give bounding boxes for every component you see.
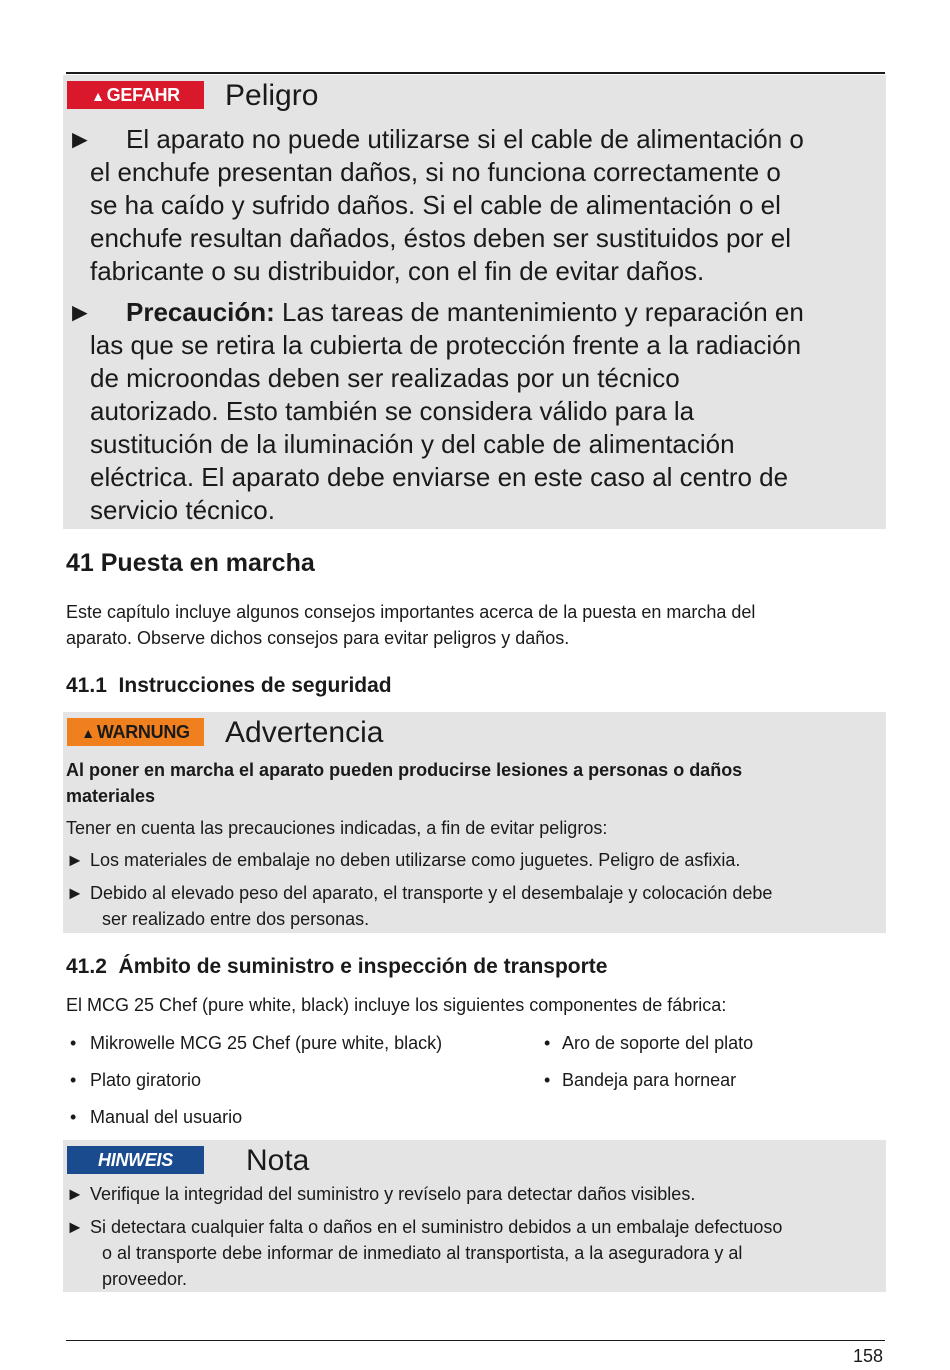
- warning-item-1: ► Los materiales de embalaje no deben utilizarse como juguetes. Peligro de asfixia.: [66, 847, 876, 873]
- arrow-icon: ►: [67, 124, 93, 154]
- warning-headline: Al poner en marcha el aparato pueden producirse lesiones a personas o daños materiales: [66, 760, 743, 806]
- danger-item-2: ► Precaución: Las tareas de mantenimiento y reparación en las que se retira la cubierta de protección frente a la radiación de microondas deben ser realizadas por un técnico autorizado. Esto también se considera válido para la sustitución de la iluminación y del cable de alimentación eléctrica. El aparato debe enviarse en este caso al centro de servicio técnico.: [67, 297, 804, 525]
- bullet-icon: •: [70, 1070, 77, 1090]
- warning-triangle-icon: ▲: [81, 725, 95, 741]
- arrow-icon: ►: [66, 850, 84, 870]
- section-41-1-heading: 41.1 Instrucciones de seguridad: [66, 674, 392, 697]
- warning-title: Advertencia: [225, 716, 384, 749]
- section-41-2-intro: El MCG 25 Chef (pure white, black) incluye los siguientes componentes de fábrica:: [66, 995, 727, 1015]
- component-item: • Mikrowelle MCG 25 Chef (pure white, black): [70, 1030, 442, 1056]
- warning-badge: ▲ WARNUNG: [67, 718, 204, 746]
- section-41-intro: Este capítulo incluye algunos consejos importantes acerca de la puesta en marcha del aparato. Observe dichos consejos para evitar peligros y daños.: [66, 602, 756, 648]
- component-item: • Bandeja para hornear: [544, 1067, 736, 1093]
- notice-badge: HINWEIS: [67, 1146, 204, 1174]
- bullet-icon: •: [70, 1107, 77, 1127]
- component-item: • Aro de soporte del plato: [544, 1030, 753, 1056]
- component-item: • Plato giratorio: [70, 1067, 201, 1093]
- warning-box: [63, 712, 886, 933]
- notice-item-2: ► Si detectara cualquier falta o daños en el suministro debidos a un embalaje defectuoso o al transporte debe informar de inmediato al transportista, a la aseguradora y al proveedor.: [66, 1214, 876, 1292]
- bottom-rule: [66, 1340, 885, 1341]
- notice-box: [63, 1140, 886, 1292]
- section-41-heading: 41 Puesta en marcha: [66, 549, 315, 577]
- notice-title: Nota: [246, 1144, 310, 1177]
- danger-item-1: ► El aparato no puede utilizarse si el cable de alimentación o el enchufe presentan daños, si no funciona correctamente o se ha caído y sufrido daños. Si el cable de alimentación o el enchufe resultan dañados, éstos deben ser sustituidos por el fabricante o su distribuidor, con el fin de evitar daños.: [67, 124, 804, 286]
- warning-triangle-icon: ▲: [91, 88, 105, 104]
- bullet-icon: •: [544, 1070, 551, 1090]
- warning-item-2: ► Debido al elevado peso del aparato, el transporte y el desembalaje y colocación debe ser realizado entre dos personas.: [66, 880, 876, 932]
- arrow-icon: ►: [66, 1217, 84, 1237]
- top-rule: [66, 72, 885, 74]
- warning-text: Tener en cuenta las precauciones indicadas, a fin de evitar peligros:: [66, 818, 608, 838]
- danger-box: [63, 75, 886, 529]
- arrow-icon: ►: [66, 883, 84, 903]
- bullet-icon: •: [544, 1033, 551, 1053]
- notice-item-1: ► Verifique la integridad del suministro y revíselo para detectar daños visibles.: [66, 1181, 876, 1207]
- bullet-icon: •: [70, 1033, 77, 1053]
- arrow-icon: ►: [67, 297, 93, 327]
- section-41-2-heading: 41.2 Ámbito de suministro e inspección de transporte: [66, 955, 608, 978]
- danger-badge: ▲ GEFAHR: [67, 81, 204, 109]
- danger-title: Peligro: [225, 79, 319, 112]
- component-item: • Manual del usuario: [70, 1104, 242, 1130]
- arrow-icon: ►: [66, 1184, 84, 1204]
- page-number: 158: [852, 1346, 883, 1366]
